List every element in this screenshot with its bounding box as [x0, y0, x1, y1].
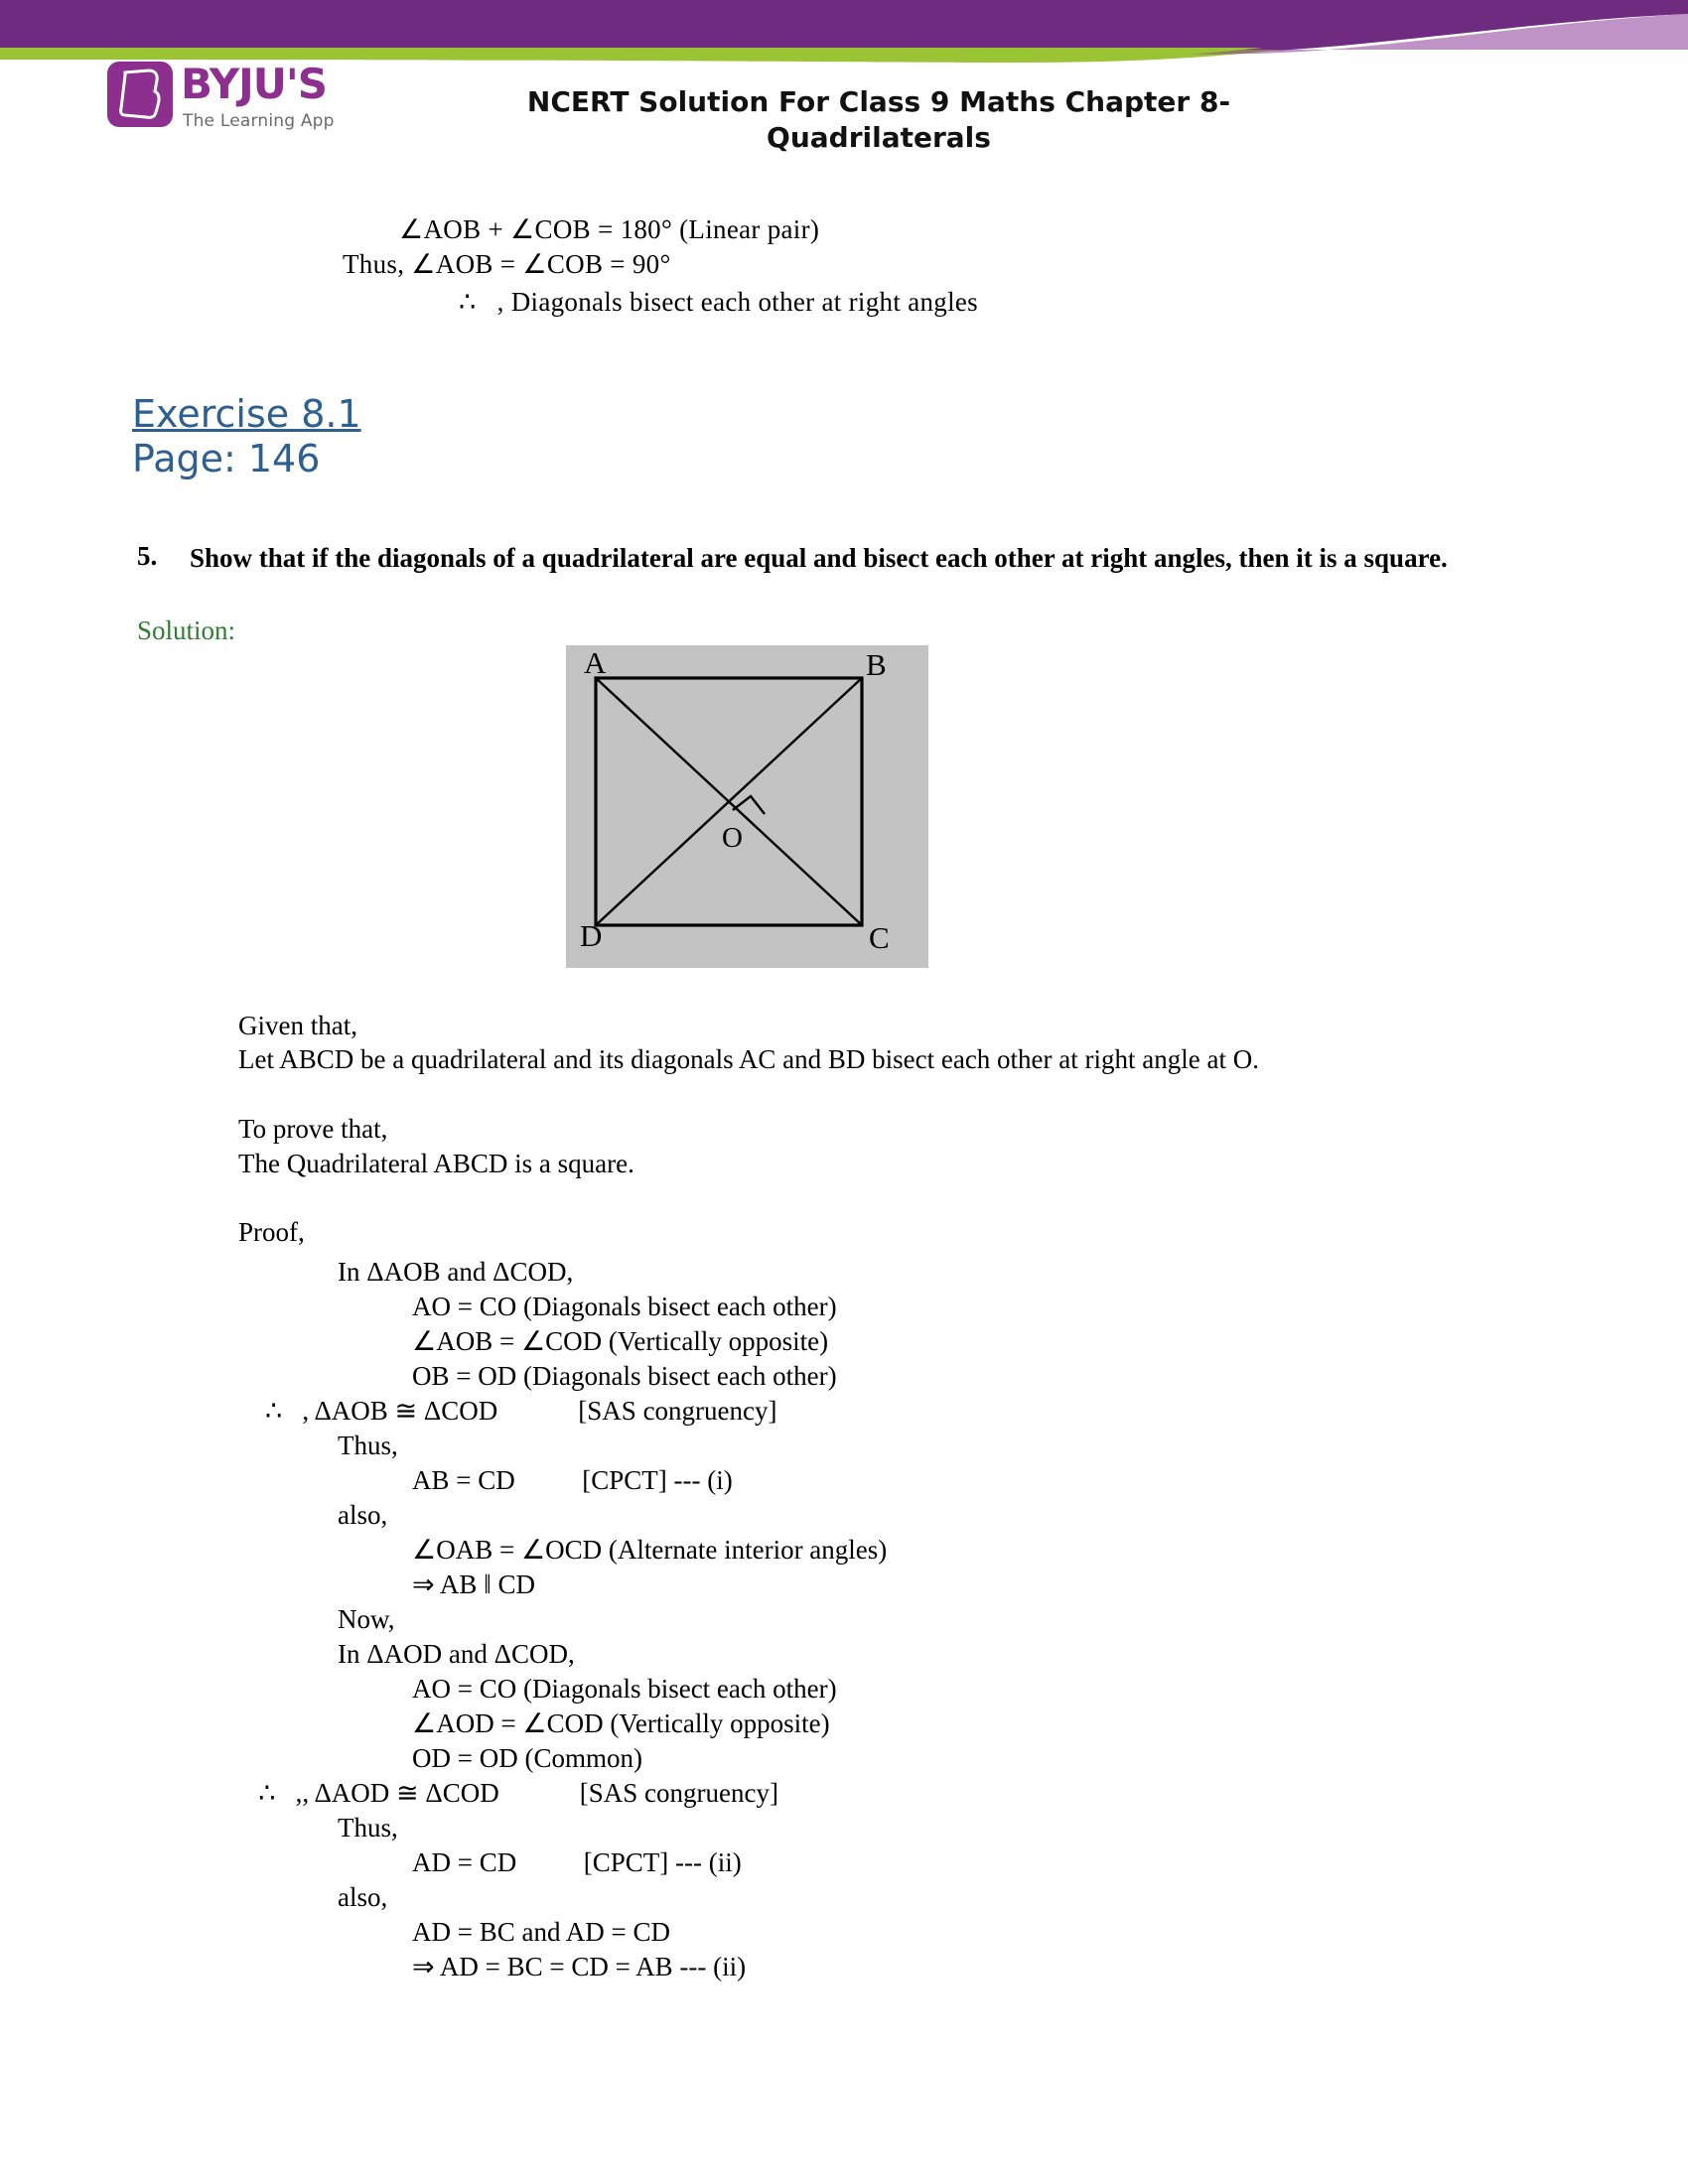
proof-line: AB = CD [CPCT] --- (i) — [412, 1465, 733, 1495]
question-number: 5. — [137, 541, 158, 571]
proof-line: In ΔAOD and ΔCOD, — [338, 1639, 575, 1669]
byjus-logo — [107, 62, 405, 141]
exercise-page-label: Page: 146 — [132, 436, 321, 480]
given-heading: Given that, — [238, 1011, 357, 1040]
solution-label: Solution: — [137, 615, 236, 645]
proof-line: ∴ ,, ΔAOD ≅ ΔCOD [SAS congruency] — [238, 1778, 778, 1808]
proof-line: ∠AOB = ∠COD (Vertically opposite) — [412, 1326, 829, 1356]
proof-line: AO = CO (Diagonals bisect each other) — [412, 1674, 837, 1704]
prove-text: The Quadrilateral ABCD is a square. — [238, 1149, 634, 1178]
proof-line: ⇒ AB ‖ CD — [412, 1570, 535, 1599]
figure-label-A: A — [584, 645, 607, 680]
math-line-2: Thus, ∠AOB = ∠COB = 90° — [343, 249, 671, 279]
byjus-logo-mark — [107, 62, 173, 127]
proof-heading: Proof, — [238, 1217, 305, 1247]
proof-line: ∠OAB = ∠OCD (Alternate interior angles) — [412, 1535, 888, 1565]
proof-line: ∴ , ΔAOB ≅ ΔCOD [SAS congruency] — [238, 1396, 777, 1426]
logo-b-glyph — [119, 69, 161, 119]
proof-line: also, — [338, 1882, 388, 1912]
exercise-title: Exercise 8.1 — [132, 392, 361, 436]
math-line-3: ∴ , Diagonals bisect each other at right angles — [459, 287, 978, 317]
given-text: Let ABCD be a quadrilateral and its diagonals AC and BD bisect each other at right angle at O. — [238, 1044, 1259, 1074]
proof-line: AD = BC and AD = CD — [412, 1917, 670, 1947]
byjus-wordmark: BYJU'S — [181, 60, 327, 108]
proof-line: ⇒ AD = BC = CD = AB --- (ii) — [412, 1952, 747, 1981]
exercise-heading-block — [132, 392, 361, 481]
math-line-1: ∠AOB + ∠COB = 180° (Linear pair) — [399, 214, 820, 244]
question-text: Show that if the diagonals of a quadrilateral are equal and bisect each other at right angles, then it is a square. — [190, 543, 1448, 573]
proof-line: In ΔAOB and ΔCOD, — [338, 1257, 574, 1287]
figure-label-D: D — [580, 918, 603, 953]
proof-line: also, — [338, 1500, 388, 1530]
figure-label-C: C — [869, 920, 890, 955]
proof-line: OD = OD (Common) — [412, 1743, 642, 1773]
proof-line: OB = OD (Diagonals bisect each other) — [412, 1361, 837, 1391]
page-title-clip — [467, 84, 1291, 154]
proof-line: Thus, — [338, 1813, 398, 1843]
page-title-line1: NCERT Solution For Class 9 Maths Chapter 8- — [526, 85, 1231, 118]
geometry-figure — [566, 645, 928, 968]
proof-line: AO = CO (Diagonals bisect each other) — [412, 1292, 837, 1321]
page-title-line2: Quadrilaterals — [767, 121, 991, 154]
proof-line: ∠AOD = ∠COD (Vertically opposite) — [412, 1708, 830, 1738]
proof-line: Now, — [338, 1604, 395, 1634]
figure-label-O: O — [722, 822, 743, 854]
prove-heading: To prove that, — [238, 1114, 388, 1144]
proof-line: Thus, — [338, 1431, 398, 1460]
question-block — [137, 541, 1448, 575]
proof-line: AD = CD [CPCT] --- (ii) — [412, 1847, 742, 1877]
figure-label-B: B — [866, 647, 887, 682]
byjus-tagline: The Learning App — [183, 111, 335, 131]
page-title — [467, 84, 1291, 156]
